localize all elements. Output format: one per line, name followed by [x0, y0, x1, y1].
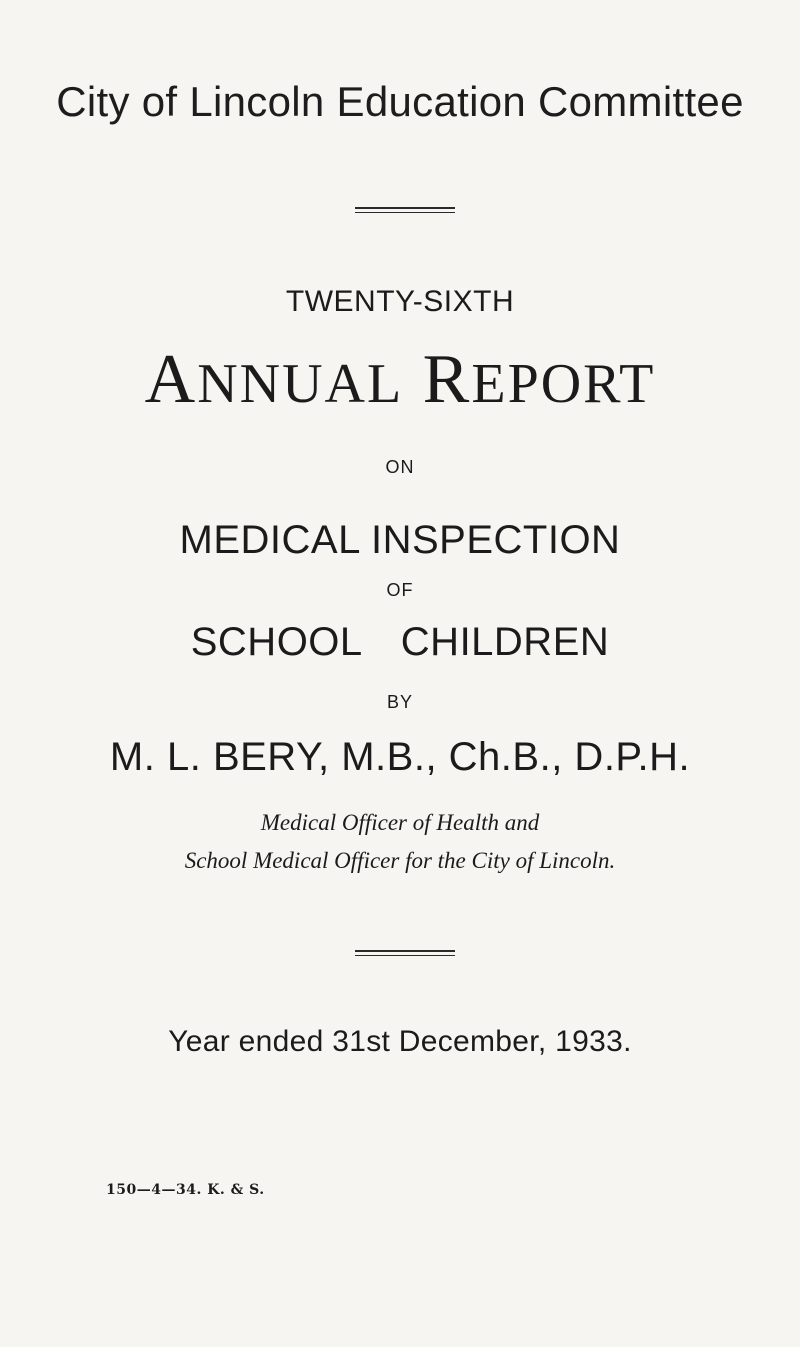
by-label: BY: [386, 692, 413, 712]
author-role-line-2: School Medical Officer for the City of Lincoln.: [184, 848, 616, 873]
report-year: Year ended 31st December, 1933.: [168, 1025, 632, 1058]
committee-heading: City of Lincoln Education Committee: [56, 78, 744, 125]
report-title: [0, 340, 800, 420]
of-label: OF: [386, 580, 414, 600]
title-word-annual-rest: NNUAL: [197, 353, 404, 415]
on-label: ON: [385, 457, 415, 477]
report-ordinal: TWENTY-SIXTH: [285, 285, 515, 318]
double-rule-divider-lower: [355, 950, 455, 956]
author-name: M. L. BERY, M.B., Ch.B., D.P.H.: [109, 735, 691, 779]
subject-medical-inspection: MEDICAL INSPECTION: [179, 518, 621, 562]
author-role-line-1: Medical Officer of Health and: [260, 810, 540, 835]
printer-imprint: 150—4—34. K. & S.: [106, 1182, 265, 1198]
subject-school-children: SCHOOL CHILDREN: [190, 620, 610, 664]
title-word-report-rest: EPORT: [471, 353, 656, 415]
title-initial-a: A: [144, 341, 198, 418]
double-rule-divider: [355, 207, 455, 213]
title-initial-r: R: [422, 341, 472, 418]
